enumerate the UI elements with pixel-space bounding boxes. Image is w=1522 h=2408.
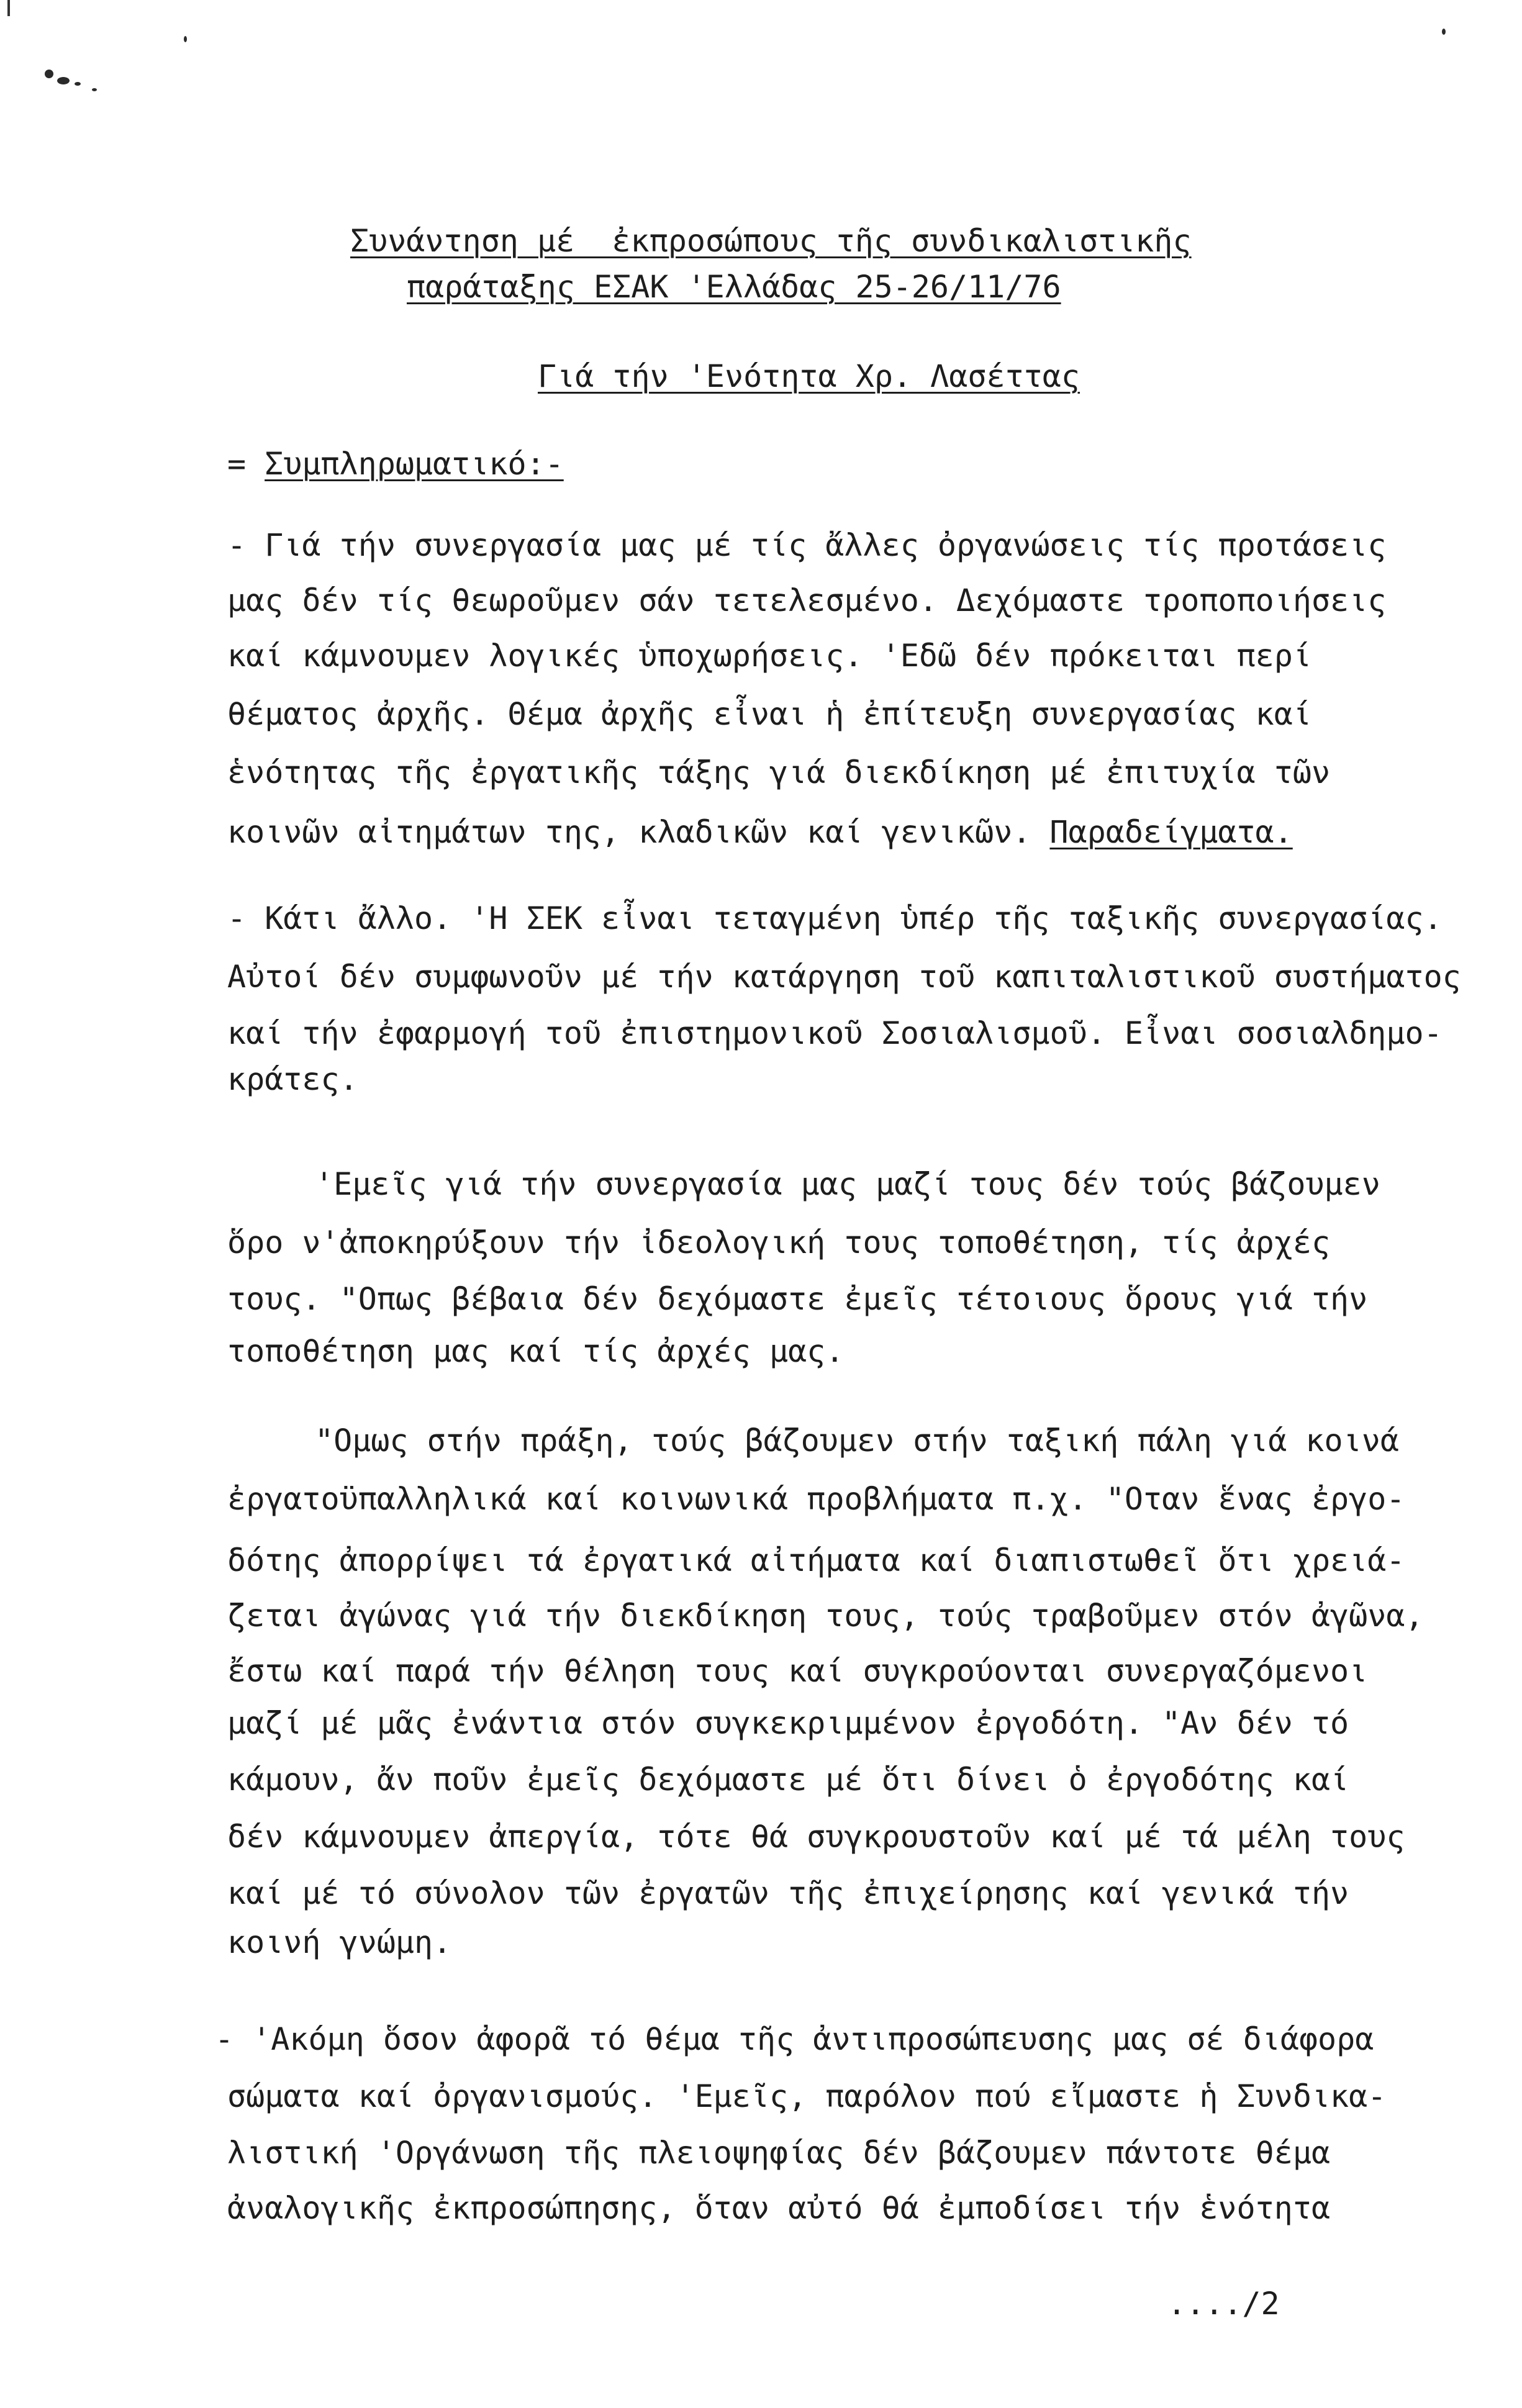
scan-speck bbox=[75, 82, 81, 86]
scan-speck bbox=[45, 70, 53, 78]
paragraph-4-line: καί μέ τό σύνολον τῶν ἐργατῶν τῆς ἐπιχείρησης καί γενικά τήν bbox=[227, 1875, 1349, 1911]
paragraph-4-line: "Ομως στήν πράξη, τούς βάζουμεν στήν ταξική πάλη γιά κοινά bbox=[315, 1423, 1399, 1459]
paragraph-1-line: - Γιά τήν συνεργασία μας μέ τίς ἄλλες ὀργανώσεις τίς προτάσεις bbox=[227, 527, 1387, 563]
page-continuation: ..../2 bbox=[1167, 2286, 1280, 2322]
paragraph-3-line: τοποθέτηση μας καί τίς ἀρχές μας. bbox=[227, 1333, 845, 1369]
document-title-line-1: Συνάντηση μέ ἐκπροσώπους τῆς συνδικαλιστικῆς bbox=[350, 223, 1192, 259]
paragraph-5-line: σώματα καί ὀργανισμούς. 'Εμεῖς, παρόλον πού εἴμαστε ἡ Συνδικα- bbox=[227, 2078, 1387, 2114]
paragraph-1-line: μας δέν τίς θεωροῦμεν σάν τετελεσμένο. Δεχόμαστε τροποποιήσεις bbox=[227, 582, 1387, 618]
paragraph-1-line: καί κάμνουμεν λογικές ὑποχωρήσεις. 'Εδῶ δέν πρόκειται περί bbox=[227, 638, 1311, 674]
paragraph-1-line: ἑνότητας τῆς ἐργατικῆς τάξης γιά διεκδίκηση μέ ἐπιτυχία τῶν bbox=[227, 754, 1331, 790]
paragraph-4-line: ἔστω καί παρά τήν θέληση τους καί συγκρούονται συνεργαζόμενοι bbox=[227, 1653, 1368, 1689]
document-title-line-2: παράταξης ΕΣΑΚ 'Ελλάδας 25-26/11/76 bbox=[407, 269, 1061, 305]
paragraph-1-line-text: κοινῶν αἰτημάτων της, κλαδικῶν καί γενικῶν. bbox=[227, 814, 1031, 850]
paragraph-2-line: κράτες. bbox=[227, 1061, 358, 1097]
paragraph-1-last-line bbox=[227, 813, 1293, 851]
paragraph-4-line: ἐργατοϋπαλληλικά καί κοινωνικά προβλήματα π.χ. "Οταν ἕνας ἐργο- bbox=[227, 1481, 1405, 1517]
section-heading bbox=[227, 445, 564, 482]
paragraph-2-line: Αὐτοί δέν συμφωνοῦν μέ τήν κατάργηση τοῦ καπιταλιστικοῦ συστήματος bbox=[227, 959, 1461, 995]
paragraph-4-line: δότης ἀπορρίψει τά ἐργατικά αἰτήματα καί διαπιστωθεῖ ὅτι χρειά- bbox=[227, 1542, 1405, 1578]
paragraph-3-line: ὅρο ν'ἀποκηρύξουν τήν ἰδεολογική τους τοποθέτηση, τίς ἀρχές bbox=[227, 1224, 1331, 1261]
paragraph-3-line: τους. "Οπως βέβαια δέν δεχόμαστε ἐμεῖς τέτοιους ὅρους γιά τήν bbox=[227, 1281, 1368, 1317]
scan-speck bbox=[184, 36, 187, 42]
paragraph-4-line: κάμουν, ἄν ποῦν ἐμεῖς δεχόμαστε μέ ὅτι δίνει ὁ ἐργοδότης καί bbox=[227, 1762, 1349, 1798]
section-label: Συμπληρωματικό:- bbox=[265, 446, 564, 482]
paragraph-1-line: θέματος ἀρχῆς. Θέμα ἀρχῆς εἶναι ἡ ἐπίτευξη συνεργασίας καί bbox=[227, 696, 1311, 732]
paragraph-3-line: 'Εμεῖς γιά τήν συνεργασία μας μαζί τους δέν τούς βάζουμεν bbox=[315, 1166, 1380, 1202]
document-subtitle: Γιά τήν 'Ενότητα Χρ. Λασέττας bbox=[538, 358, 1080, 394]
section-marker: = bbox=[227, 446, 247, 482]
scan-speck bbox=[92, 88, 97, 91]
paragraph-4-line: δέν κάμνουμεν ἀπεργία, τότε θά συγκρουστοῦν καί μέ τά μέλη τους bbox=[227, 1819, 1405, 1855]
paragraph-2-line: - Κάτι ἄλλο. 'Η ΣΕΚ εἶναι τεταγμένη ὑπέρ τῆς ταξικῆς συνεργασίας. bbox=[227, 900, 1443, 936]
paragraph-4-line: μαζί μέ μᾶς ἐνάντια στόν συγκεκριμμένον ἐργοδότη. "Αν δέν τό bbox=[227, 1705, 1349, 1741]
paragraph-4-line: ζεται ἀγώνας γιά τήν διεκδίκηση τους, τούς τραβοῦμεν στόν ἀγῶνα, bbox=[227, 1598, 1424, 1634]
paragraph-5-line: - 'Ακόμη ὅσον ἀφορᾶ τό θέμα τῆς ἀντιπροσώπευσης μας σέ διάφορα bbox=[215, 2021, 1374, 2057]
examples-underlined: Παραδείγματα. bbox=[1049, 814, 1293, 850]
scan-speck bbox=[57, 77, 70, 84]
scan-edge-mark bbox=[7, 0, 10, 16]
scan-speck bbox=[1442, 29, 1446, 35]
paragraph-5-line: λιστική 'Οργάνωση τῆς πλειοψηφίας δέν βάζουμεν πάντοτε θέμα bbox=[227, 2135, 1331, 2171]
paragraph-5-line: ἀναλογικῆς ἐκπροσώπησης, ὅταν αὐτό θά ἐμποδίσει τήν ἑνότητα bbox=[227, 2190, 1331, 2226]
paragraph-4-line: κοινή γνώμη. bbox=[227, 1924, 452, 1960]
paragraph-2-line: καί τήν ἐφαρμογή τοῦ ἐπιστημονικοῦ Σοσιαλισμοῦ. Εἶναι σοσιαλδημο- bbox=[227, 1015, 1443, 1051]
